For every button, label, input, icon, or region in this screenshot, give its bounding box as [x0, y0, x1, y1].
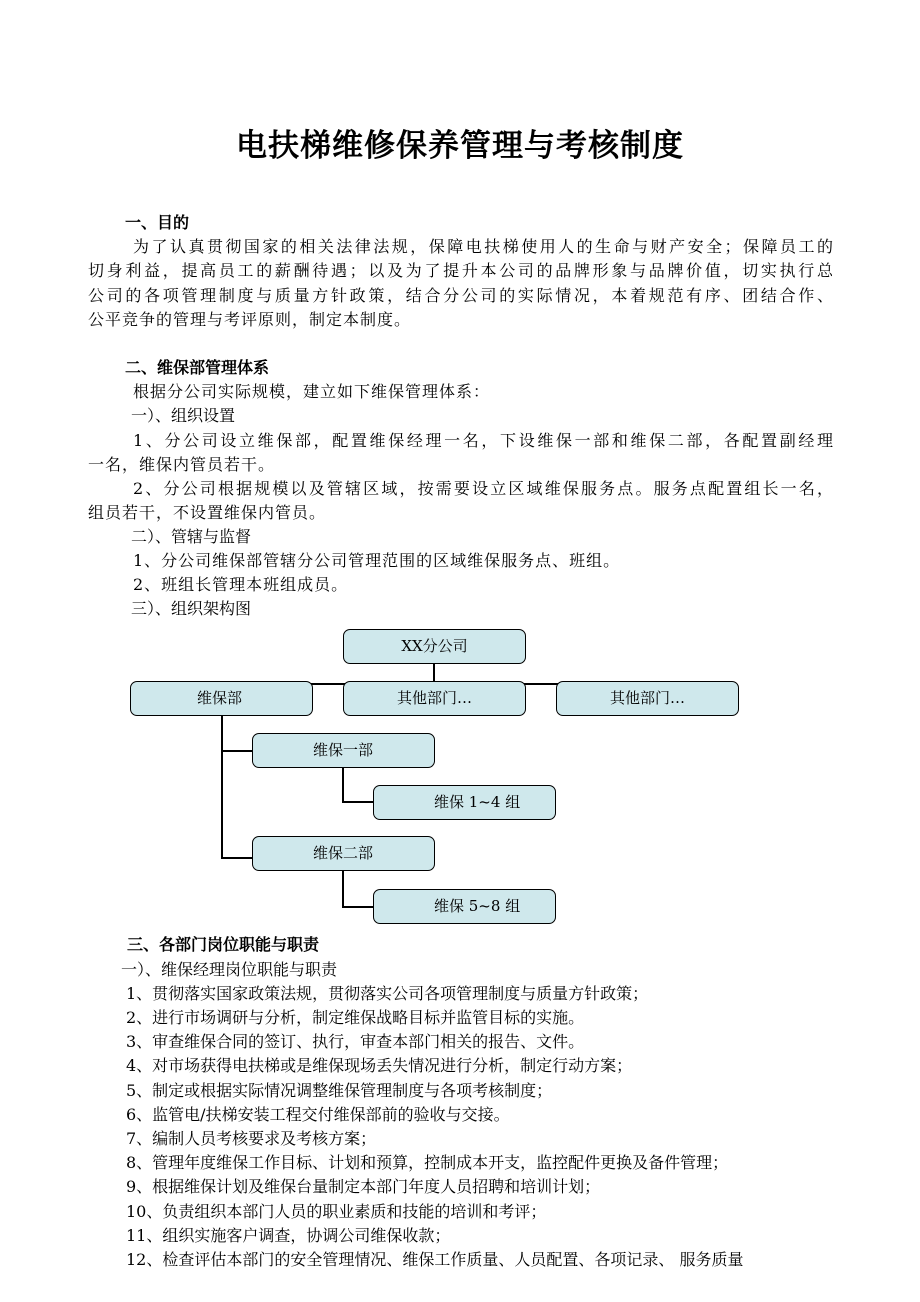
paragraph-line: 1、分公司设立维保部，配置维保经理一名，下设维保一部和维保二部，各配置副经理 — [133, 431, 833, 450]
list-item: 5、制定或根据实际情况调整维保管理制度与各项考核制度； — [126, 1081, 553, 1100]
connector-line — [342, 801, 374, 803]
connector-line — [342, 906, 374, 908]
org-node-unit-2: 维保二部 — [252, 836, 435, 871]
list-item: 8、管理年度维保工作目标、计划和预算，控制成本开支，监控配件更换及备件管理； — [126, 1153, 729, 1172]
list-item: 4、对市场获得电扶梯或是维保现场丢失情况进行分析，制定行动方案； — [126, 1056, 633, 1075]
connector-line — [342, 767, 344, 803]
list-item: 1、贯彻落实国家政策法规，贯彻落实公司各项管理制度与质量方针政策； — [126, 984, 649, 1003]
subheading-manager-duties: 一）、维保经理岗位职能与职责 — [121, 960, 338, 979]
subheading-org-chart: 三）、组织架构图 — [131, 599, 252, 618]
paragraph-line: 组员若干，不设置维保内管员。 — [88, 503, 327, 522]
paragraph-line: 1、分公司维保部管辖分公司管理范围的区域维保服务点、班组。 — [133, 551, 621, 570]
org-node-group-1-4: 维保 1~4 组 — [373, 785, 556, 820]
connector-line — [221, 857, 253, 859]
list-item: 11、组织实施客户调查，协调公司维保收款； — [126, 1226, 451, 1245]
subheading-jurisdiction: 二）、管辖与监督 — [131, 527, 252, 546]
subheading-org-setup: 一）、组织设置 — [131, 406, 236, 425]
section-heading-purpose: 一、目的 — [125, 213, 190, 232]
org-node-maintenance-dept: 维保部 — [130, 681, 313, 716]
page-title: 电扶梯维修保养管理与考核制度 — [236, 128, 684, 164]
list-item: 10、负责组织本部门人员的职业素质和技能的培训和考评； — [126, 1202, 547, 1221]
list-item: 9、根据维保计划及维保台量制定本部门年度人员招聘和培训计划； — [126, 1177, 601, 1196]
org-node-other-dept: 其他部门… — [343, 681, 526, 716]
list-item: 12、检查评估本部门的安全管理情况、维保工作质量、人员配置、各项记录、 服务质量 — [126, 1250, 744, 1269]
paragraph-line: 一名，维保内管员若干。 — [88, 455, 276, 474]
section-heading-duties: 三、各部门岗位职能与职责 — [127, 935, 320, 954]
paragraph-line: 公司的各项管理制度与质量方针政策，结合分公司的实际情况，本着规范有序、团结合作、 — [88, 286, 833, 305]
paragraph-line: 2、分公司根据规模以及管辖区域，按需要设立区域维保服务点。服务点配置组长一名， — [133, 479, 833, 498]
connector-line — [221, 750, 253, 752]
list-item: 6、监管电/扶梯安装工程交付维保部前的验收与交接。 — [126, 1105, 510, 1124]
paragraph-line: 切身利益，提高员工的薪酬待遇；以及为了提升本公司的品牌形象与品牌价值，切实执行总 — [88, 261, 833, 280]
org-node-group-5-8: 维保 5~8 组 — [373, 889, 556, 924]
connector-line — [342, 870, 344, 908]
list-item: 2、进行市场调研与分析，制定维保战略目标并监管目标的实施。 — [126, 1008, 585, 1027]
org-node-other-dept: 其他部门… — [556, 681, 739, 716]
section-heading-system: 二、维保部管理体系 — [125, 358, 270, 377]
org-node-unit-1: 维保一部 — [252, 733, 435, 768]
paragraph-line: 为了认真贯彻国家的相关法律法规，保障电扶梯使用人的生命与财产安全；保障员工的 — [133, 237, 833, 256]
list-item: 3、审查维保合同的签订、执行，审查本部门相关的报告、文件。 — [126, 1032, 585, 1051]
org-node-root: XX分公司 — [343, 629, 526, 664]
list-item: 7、编制人员考核要求及考核方案； — [126, 1129, 377, 1148]
paragraph-line: 公平竞争的管理与考评原则，制定本制度。 — [88, 310, 412, 329]
paragraph-line: 根据分公司实际规模，建立如下维保管理体系： — [133, 382, 491, 401]
paragraph-line: 2、班组长管理本班组成员。 — [133, 575, 349, 594]
